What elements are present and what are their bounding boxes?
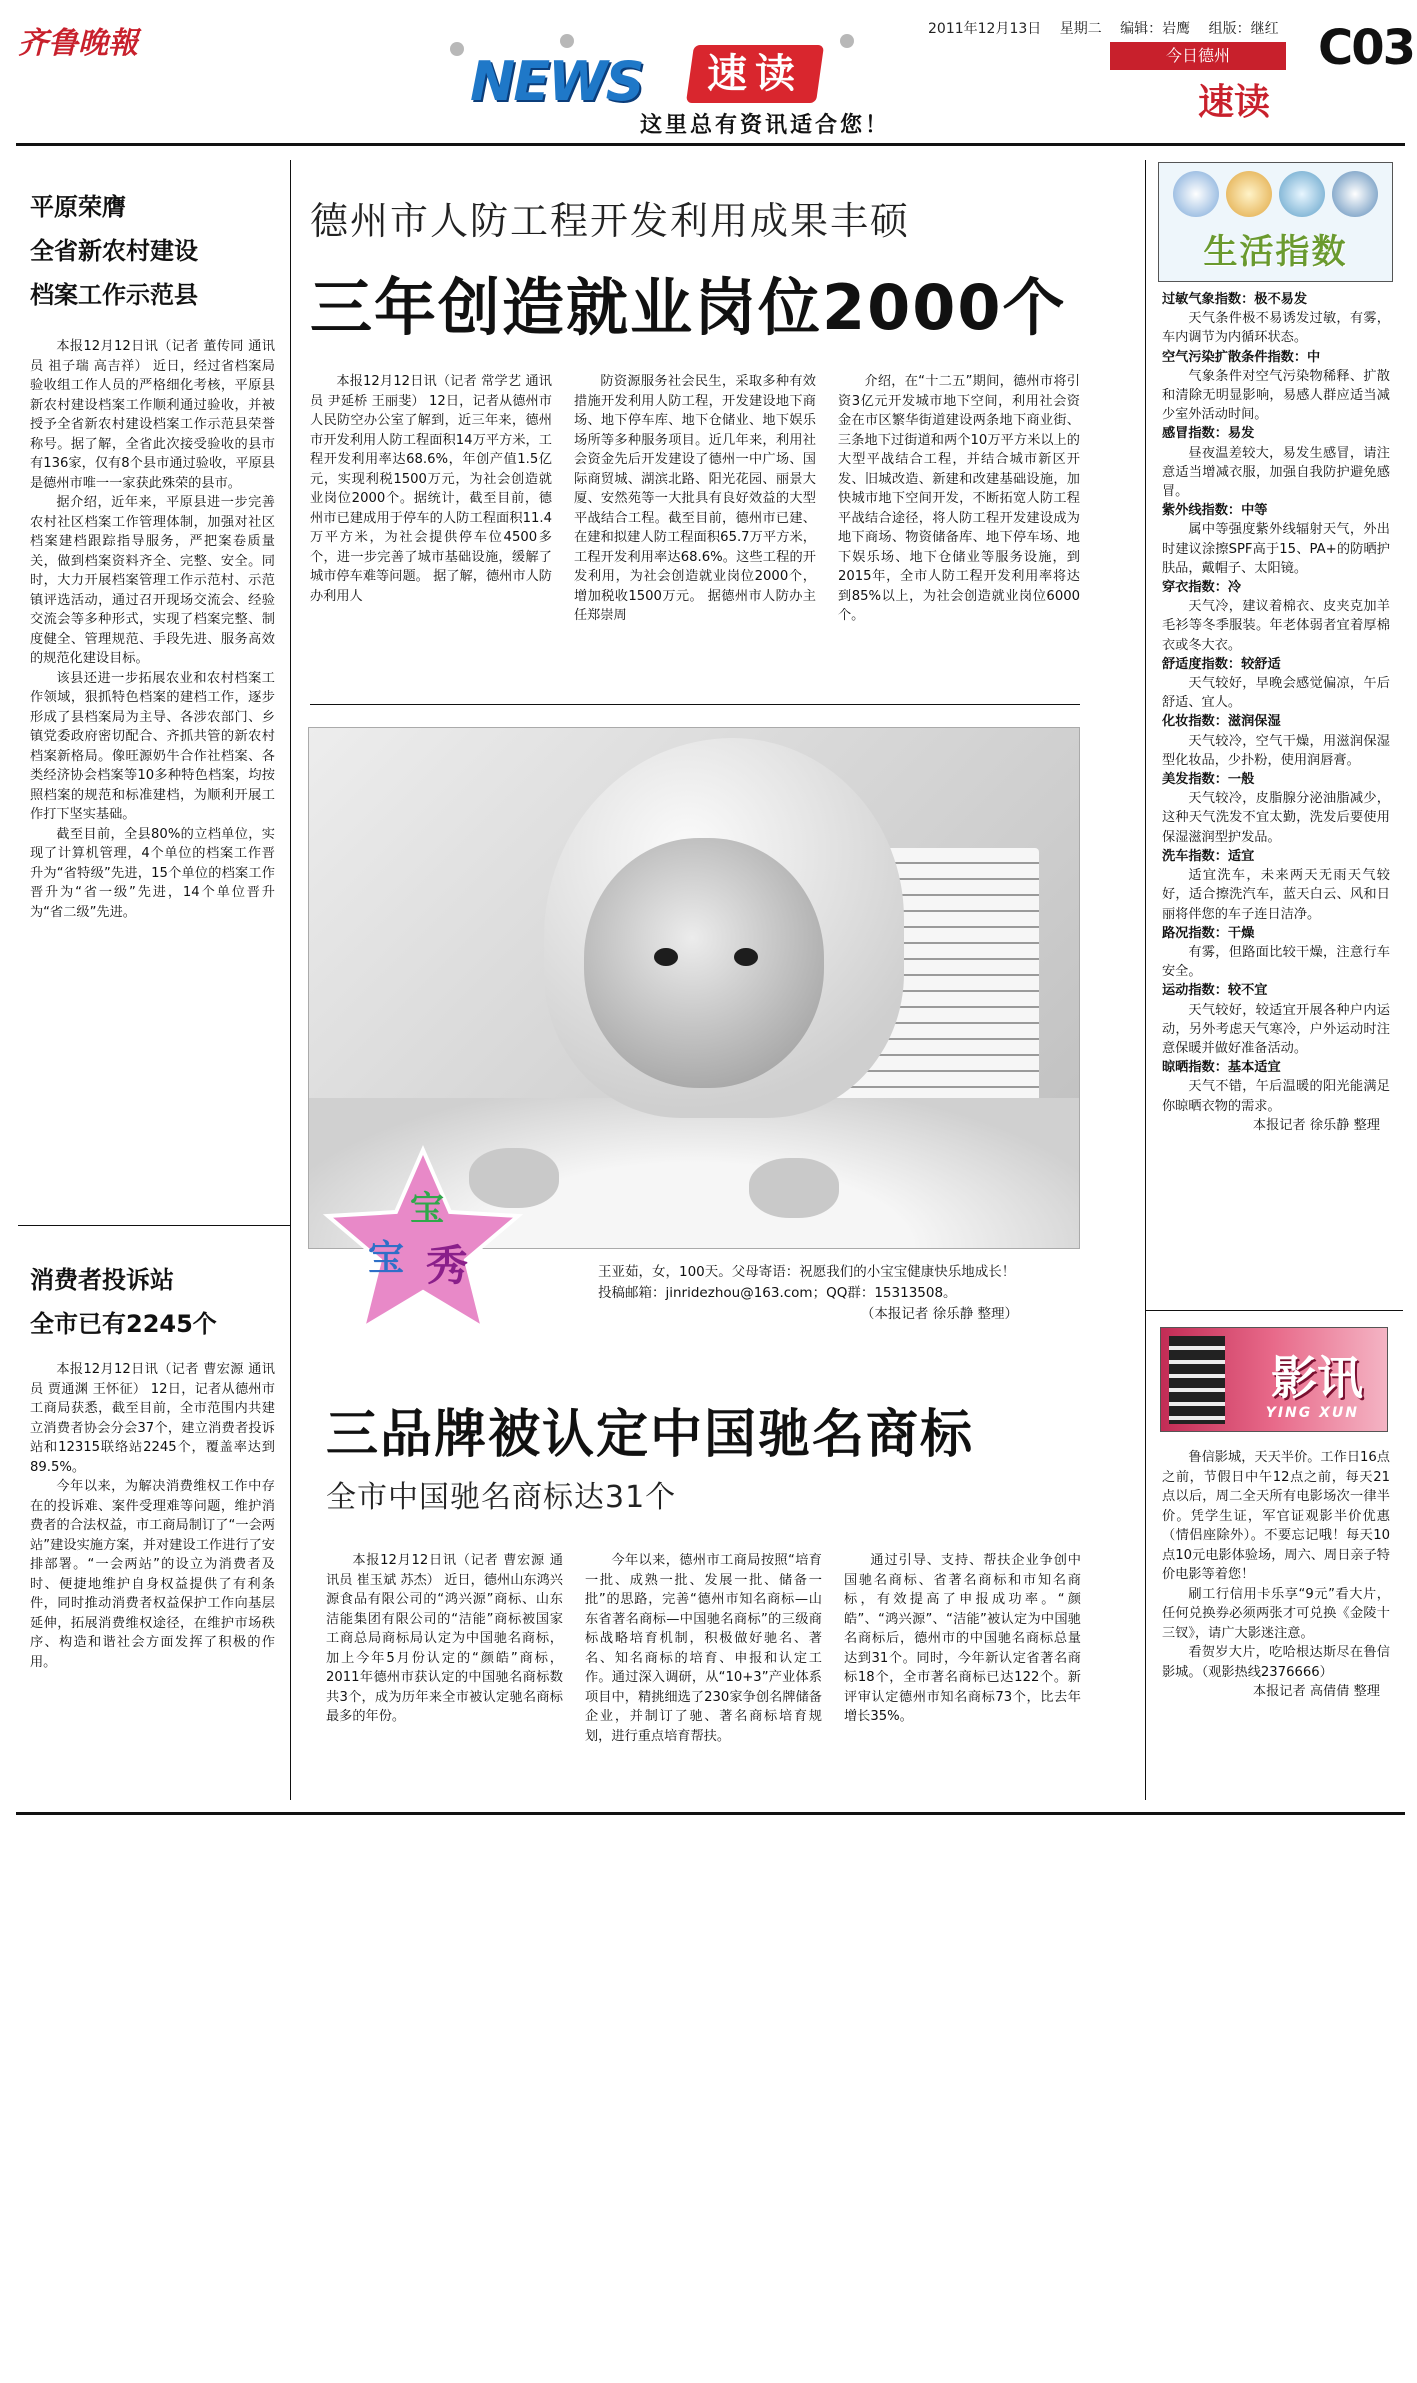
- left-story-head: 全市已有2245个: [30, 1310, 217, 1338]
- index-item: 化妆指数：滋润保湿 天气较冷，空气干燥，用滋润保湿型化妆品，少扑粉，使用润唇膏。: [1162, 714, 1390, 768]
- film-credit: 本报记者 高倩倩 整理: [1252, 1684, 1380, 1699]
- badge-char: 宝: [410, 1189, 444, 1229]
- story-divider: [310, 704, 1080, 705]
- section-subtitle: 速读: [1198, 81, 1271, 123]
- eye-image: [734, 948, 758, 966]
- index-item: 空气污染扩散条件指数：中 气象条件对空气污染物稀释、扩散和清除无明显影响，易感人群应适当减少室外活动时间。: [1162, 349, 1390, 423]
- left-story-head: 全省新农村建设: [30, 237, 198, 265]
- story-column: 今年以来，德州市工商局按照“培育一批、成熟一批、发展一批、储备一批”的思路，完善“德州市知名商标—山东省著名商标—中国驰名商标”的三级商标战略培育机制，积极做好驰名、著名、知名商标的培育、申报和认定工作。通过深入调研，从“10+3”产业体系项目中，精挑细选了230家争创名牌储备企业，并制订了驰、著名商标培育规划，进行重点培育帮扶。: [585, 1553, 822, 1744]
- second-story-headline: 三品牌被认定中国驰名商标: [326, 1405, 975, 1465]
- story-divider: [1145, 1310, 1403, 1311]
- paragraph: 今年以来，为解决消费维权工作中存在的投诉难、案件受理难等问题，维护消费者的合法权益，市工商局制订了“一会两站”建设实施方案，并对建设工作进行了安排部署。“一会两站”的设立为消费者及时、便捷地维护自身权益提供了有利条件，同时推动消费者权益保护工作向基层延伸，拓展消费维权途径，在维护市场秩序、构造和谐社会方面发挥了积极的作用。: [30, 1479, 275, 1670]
- index-item: 紫外线指数：中等 属中等强度紫外线辐射天气，外出时建议涂擦SPF高于15、PA+的防晒护肤品，戴帽子、太阳镜。: [1162, 503, 1390, 576]
- building-icon: [1332, 171, 1378, 217]
- column-rule: [290, 160, 291, 1800]
- bird-decoration-icon: [840, 34, 854, 48]
- index-item: 运动指数：较不宜 天气较好，较适宜开展各种户内运动，另外考虑天气寒冷，户外运动时注意保暖并做好准备活动。: [1162, 983, 1390, 1056]
- index-item: 过敏气象指数：极不易发 天气条件极不易诱发过敏，有雾，车内调节为内循环状态。: [1162, 292, 1390, 346]
- film-title-en: YING XUN: [1265, 1405, 1359, 1421]
- dateline: [928, 18, 1293, 38]
- life-index-list: [1162, 290, 1390, 1135]
- caption-credit: （本报记者 徐乐静 整理）: [860, 1306, 1018, 1322]
- column-rule: [1145, 160, 1146, 1800]
- layout-credit: 组版：继红: [1208, 21, 1279, 37]
- film-news: [1162, 1448, 1390, 1702]
- bird-decoration-icon: [560, 34, 574, 48]
- life-index-banner: [1158, 162, 1393, 282]
- story-column: 本报12月12日讯（记者 常学艺 通讯员 尹延桥 王丽斐） 12日，记者从德州市人民防空办公室了解到，近三年来，德州市开发利用人防工程面积14万平方米，工程开发利用率达68.6%，年创产值1.5亿元，实现利税1500万元，为社会创造就业岗位2000个。据统计，截至目前，德州市已建成用于停车的人防工程面积11.4万平方米，为社会提供停车位4500多个，进一步完善了城市基础设施，缓解了城市停车难等问题。 据了解，德州市人防办利用人: [310, 374, 552, 604]
- editor-credit: 编辑：岩鹰: [1120, 21, 1191, 37]
- badge-char: 秀: [426, 1241, 469, 1290]
- caption-line: 投稿邮箱：jinridezhou@163.com；QQ群：15313508。: [598, 1285, 957, 1301]
- index-item: 洗车指数：适宜 适宜洗车，未来两天无雨天气较好，适合擦洗汽车，蓝天白云、风和日丽将伴您的车子连日洁净。: [1162, 848, 1390, 922]
- paragraph: 截至目前，全县80%的立档单位，实现了计算机管理，4个单位的档案工作晋升为“省特级”先进，15个单位的档案工作晋升为“省一级”先进，14个单位晋升为“省二级”先进。: [30, 826, 275, 920]
- news-banner-label: 速读: [686, 45, 824, 103]
- sun-icon: [1226, 171, 1272, 217]
- eye-image: [654, 948, 678, 966]
- index-item: 舒适度指数：较舒适 天气较好，早晚会感觉偏凉，午后舒适、宜人。: [1162, 656, 1390, 711]
- paragraph: 据介绍，近年来，平原县进一步完善农村社区档案工作管理体制，加强对社区档案建档跟踪指导服务，严把案卷质量关，做到档案资料齐全、完整、安全。同时，大力开展档案管理工作示范村、示范镇评选活动，通过召开现场交流会、经验交流会等多种形式，实现了档案完整、制度健全、管理规范、手段先进、服务高效的规范化建设目标。: [30, 495, 275, 666]
- photo-caption: [598, 1262, 1068, 1325]
- left-story-body: [30, 337, 275, 922]
- film-title: 影讯: [1271, 1351, 1363, 1405]
- main-story-body: [310, 372, 1080, 682]
- life-index-credit: 本报记者 徐乐静 整理: [1252, 1117, 1380, 1133]
- left-story-2: [30, 1258, 275, 1672]
- main-story-deck: 德州市人防工程开发利用成果丰硕: [310, 199, 911, 243]
- film-strip-icon: [1169, 1336, 1225, 1424]
- baby-face-image: [584, 838, 824, 1088]
- second-story-deck: 全市中国驰名商标达31个: [326, 1480, 677, 1515]
- story-column: 本报12月12日讯（记者 曹宏源 通讯员 崔玉斌 苏杰） 近日，德州山东鸿兴源食品有限公司的“鸿兴源”商标、山东洁能集团有限公司的“洁能”商标被国家工商总局商标局认定为中国驰名商标，加上今年5月份认定的“颜皓”商标，2011年德州市获认定的中国驰名商标数共3个，成为历年来全市被认定驰名商标最多的年份。: [326, 1553, 563, 1724]
- left-story-body: [30, 1360, 275, 1672]
- index-item: 美发指数：一般 天气较冷，皮脂腺分泌油脂减少，这种天气洗发不宜太勤，洗发后要使用保湿滋润型护发品。: [1162, 772, 1390, 845]
- left-story-head: 平原荣膺: [30, 193, 126, 221]
- issue-weekday: 星期二: [1059, 21, 1102, 37]
- paragraph: 本报12月12日讯（记者 曹宏源 通讯员 贾通渊 王怀征） 12日，记者从德州市工商局获悉，截至目前，全市范围内共建立消费者协会分会37个，建立消费者投诉站和12315联络站2245个，覆盖率达到89.5%。: [30, 1362, 275, 1475]
- bird-decoration-icon: [450, 42, 464, 56]
- story-column: 通过引导、支持、帮扶企业争创中国驰名商标、省著名商标和市知名商标，有效提高了申报成功率。“颜皓”、“鸿兴源”、“洁能”被认定为中国驰名商标后，德州市的中国驰名商标总量达到31个。同时，今年新认定省著名商标18个，全市著名商标已达122个。新评审认定德州市知名商标73个，比去年增长35%。: [844, 1553, 1081, 1724]
- index-item: 穿衣指数：冷 天气冷，建议着棉衣、皮夹克加羊毛衫等冬季服装。年老体弱者宜着厚棉衣或冬大衣。: [1162, 580, 1390, 653]
- masthead-logo: 齐鲁晚報: [18, 26, 138, 61]
- umbrella-icon: [1279, 171, 1325, 217]
- paragraph: 看贺岁大片，吃哈根达斯尽在鲁信影城。（观影热线2376666）: [1162, 1645, 1390, 1680]
- news-banner: [440, 30, 960, 140]
- left-story-head: 消费者投诉站: [30, 1266, 174, 1294]
- hand-image: [749, 1158, 839, 1218]
- second-story-body: [326, 1551, 1081, 1801]
- badge-char: 宝: [368, 1237, 405, 1279]
- paragraph: 鲁信影城，天天半价。工作日16点之前，节假日中午12点之前，每天21点以后，周二全天所有电影场次一律半价。凭学生证，军官证观影半价优惠（情侣座除外）。不要忘记哦！每天10点10元电影体验场，周六、周日亲子特价电影等着您！: [1162, 1450, 1390, 1582]
- index-item: 晾晒指数：基本适宜 天气不错，午后温暖的阳光能满足你晾晒衣物的需求。: [1162, 1060, 1390, 1114]
- main-story-headline: 三年创造就业岗位2000个: [310, 271, 1067, 344]
- page-number: C03: [1318, 20, 1415, 76]
- story-divider: [18, 1225, 290, 1226]
- index-item: 感冒指数：易发 昼夜温差较大，易发生感冒，请注意适当增减衣服，加强自我防护避免感冒。: [1162, 426, 1390, 500]
- issue-date: 2011年12月13日: [928, 21, 1042, 37]
- news-banner-word: NEWS: [470, 50, 643, 113]
- left-story-head: 档案工作示范县: [30, 281, 198, 309]
- paragraph: 该县还进一步拓展农业和农村档案工作领域，狠抓特色档案的建档工作，逐步形成了县档案局为主导、各涉农部门、乡镇党委政府密切配合、齐抓共管的新农村档案新格局。像旺源奶牛合作社档案、各类经济协会档案等10多种特色档案，均按照档案的规范和标准建档，为顺利开展工作打下坚实基础。: [30, 670, 275, 822]
- paragraph: 刷工行信用卡乐享“9元”看大片，任何兑换券必须两张才可兑换《金陵十三钗》，请广大影迷注意。: [1162, 1586, 1390, 1641]
- baby-show-badge: [318, 1142, 528, 1337]
- star-badge-icon: [318, 1142, 528, 1337]
- caption-line: 王亚茹，女，100天。父母寄语：祝愿我们的小宝宝健康快乐地成长！: [598, 1264, 1016, 1280]
- section-tab: 今日德州: [1110, 42, 1286, 70]
- index-item: 路况指数：干燥 有雾，但路面比较干燥，注意行车安全。: [1162, 925, 1390, 980]
- film-banner: [1160, 1327, 1388, 1432]
- story-column: 介绍，在“十二五”期间，德州市将引资3亿元开发城市地下空间，利用社会资金在市区繁华街道建设两条地下商业街、三条地下过街道和两个10万平方米以上的大型平战结合工程，并结合城市新区开发、旧城改造、新建和改建基础设施，加快城市地下空间开发，不断拓宽人防工程平战结合途径，将人防工程开发建设成为地下商场、物资储备库、地下停车场、地下娱乐场、地下仓储业等服务设施，到2015年，全市人防工程开发利用率将达到85%以上，为社会创造就业岗位6000个。: [838, 374, 1080, 623]
- paragraph: 本报12月12日讯（记者 董传同 通讯员 祖子瑞 高吉祥） 近日，经过省档案局验收组工作人员的严格细化考核，平原县新农村建设档案工作顺利通过验收，并被授予全省新农村建设档案工作示范县荣誉称号。据了解，全省此次接受验收的县市有136家，仅有8个县市通过验收，平原县是德州市唯一一家获此殊荣的县市。: [30, 339, 275, 491]
- news-banner-slogan: 这里总有资讯适合您！: [640, 112, 891, 138]
- camera-icon: [1173, 171, 1219, 217]
- story-column: 防资源服务社会民生，采取多种有效措施开发利用人防工程，开发建设地下商场、地下停车库、地下仓储业、地下娱乐场所等多种服务项目。近几年来，利用社会资金先后开发建设了德州一中广场、国际商贸城、湖滨北路、阳光花园、丽景大厦、安然苑等一大批具有良好效益的大型平战结合工程。截至目前，德州市已建、在建和拟建人防工程面积65.7万平方米，工程开发利用率达68.6%。这些工程的开发利用，为社会创造就业岗位2000个，增加税收1500万元。 据德州市人防办主任郑崇周: [574, 374, 816, 623]
- life-index-title: 生活指数: [1203, 232, 1348, 272]
- life-index-icons: [1169, 171, 1382, 221]
- left-story: [30, 185, 275, 922]
